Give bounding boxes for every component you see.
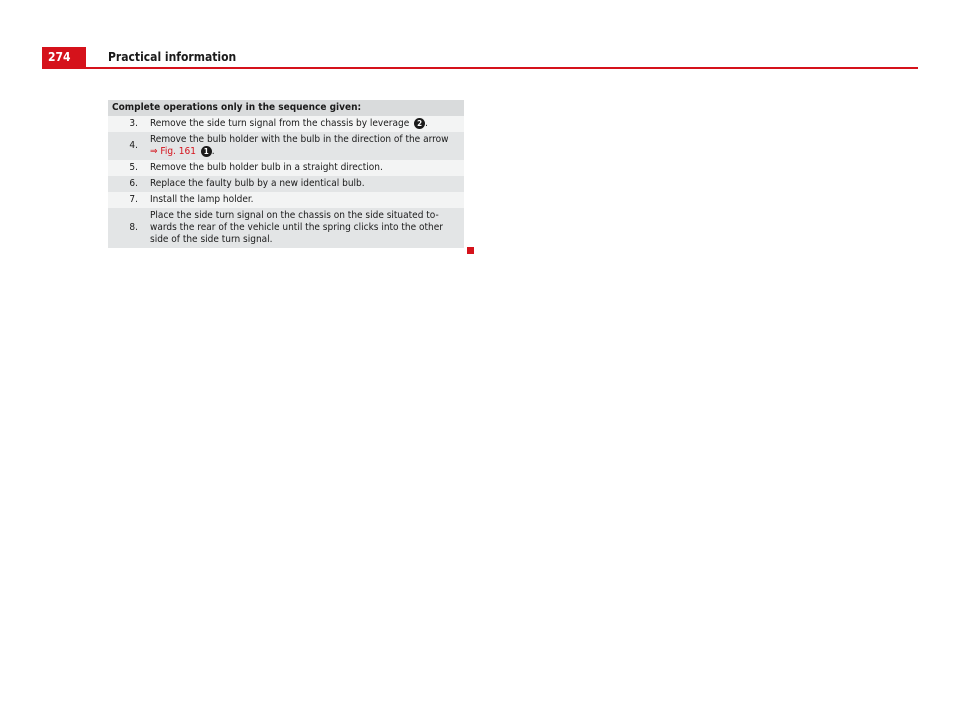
table-row [108,132,464,160]
step-text-body: Remove the side turn signal from the chassis by leverage [150,118,410,129]
step-text-body: Remove the bulb holder with the bulb in the direction of the arrow [150,134,449,145]
step-number: 6. [108,176,146,192]
table-row [108,176,464,192]
step-number: 7. [108,192,146,208]
table-heading-row [108,100,464,116]
figure-reference-link[interactable]: ⇒ Fig. 161 [150,146,196,157]
section-end-marker [467,247,474,254]
callout-badge: 1 [201,146,212,157]
step-text: Replace the faulty bulb by a new identical bulb. [146,176,464,192]
steps-table [108,100,464,248]
table-row [108,208,464,248]
step-text: Remove the bulb holder bulb in a straight direction. [146,160,464,176]
page-number: 274 [42,47,86,67]
step-text [146,116,464,132]
page-header [42,47,918,69]
step-text: Install the lamp holder. [146,192,464,208]
step-text-tail: . [425,118,428,129]
step-number: 5. [108,160,146,176]
step-number: 8. [108,208,146,248]
step-number: 3. [108,116,146,132]
table-heading: Complete operations only in the sequence given: [108,100,464,116]
step-text-tail: . [211,146,215,157]
table-row [108,116,464,132]
section-title: Practical information [108,50,237,64]
step-text [146,132,464,160]
table-row [108,192,464,208]
callout-badge: 2 [414,118,425,129]
step-text: Place the side turn signal on the chassis on the side situated to-wards the rear of the vehicle until the spring clicks into the other side of the side turn signal. [146,208,464,248]
table-row [108,160,464,176]
step-number: 4. [108,132,146,160]
